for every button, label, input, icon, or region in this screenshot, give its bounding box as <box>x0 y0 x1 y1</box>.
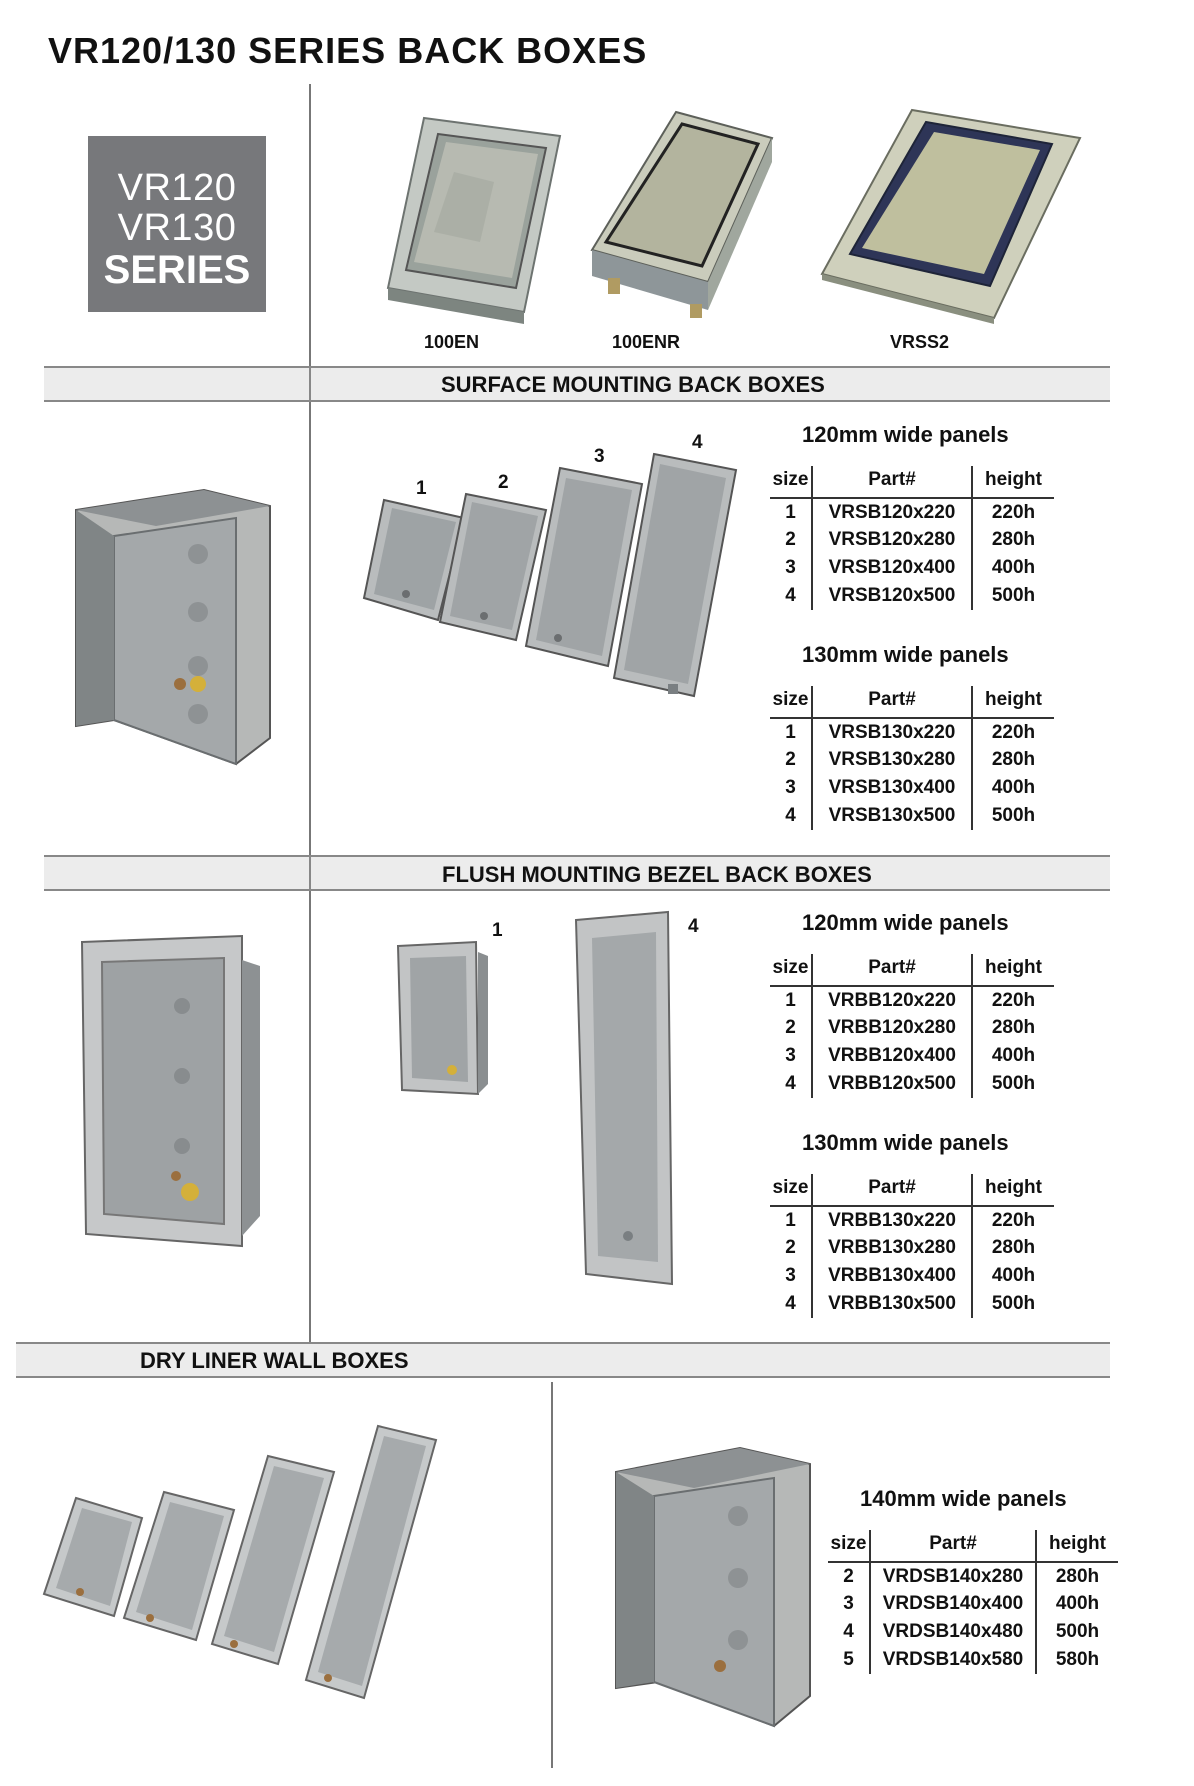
flush-130-table-title: 130mm wide panels <box>802 1130 1009 1155</box>
table-row: 1 VRSB120x220 220h <box>770 498 1054 526</box>
table-header-part: Part# <box>812 466 972 498</box>
band-divider <box>309 368 311 400</box>
table-header-height: height <box>972 466 1054 498</box>
product-vrss2-image <box>820 108 1082 324</box>
flush-box-4-image <box>576 912 674 1286</box>
dry-box-large-image <box>614 1446 816 1728</box>
table-header-size: size <box>770 954 812 986</box>
page-title: VR120/130 SERIES BACK BOXES <box>48 30 648 71</box>
table-row: 1 VRBB120x220 220h <box>770 986 1054 1014</box>
surface-120-parts-table <box>770 466 1054 610</box>
table-row: 1 VRSB130x220 220h <box>770 718 1054 746</box>
table-header-height: height <box>1036 1530 1118 1562</box>
flush-box-number-4: 4 <box>688 916 699 937</box>
logo-line-3: SERIES <box>103 248 251 292</box>
surface-box-number-2: 2 <box>498 472 509 493</box>
table-row: 3 VRBB130x400 400h <box>770 1262 1054 1290</box>
flush-box-number-1: 1 <box>492 920 503 941</box>
table-row: 4 VRBB130x500 500h <box>770 1290 1054 1318</box>
table-row: 3 VRBB120x400 400h <box>770 1042 1054 1070</box>
divider-top <box>309 84 311 857</box>
table-header-height: height <box>972 686 1054 718</box>
table-header-part: Part# <box>870 1530 1036 1562</box>
product-100enr-image <box>590 110 774 320</box>
table-row: 3 VRSB120x400 400h <box>770 554 1054 582</box>
divider-bottom <box>551 1382 553 1768</box>
table-header-size: size <box>770 466 812 498</box>
product-100en-image <box>384 112 564 322</box>
flush-box-1-image <box>398 942 488 1098</box>
table-row: 3 VRDSB140x400 400h <box>828 1590 1118 1618</box>
dry-140-table-title: 140mm wide panels <box>860 1486 1067 1511</box>
band-divider <box>309 857 311 889</box>
flush-130-parts-table <box>770 1174 1054 1318</box>
logo-line-2: VR130 <box>117 207 237 249</box>
surface-130-table-title: 130mm wide panels <box>802 642 1009 667</box>
table-row: 2 VRSB130x280 280h <box>770 746 1054 774</box>
dry-heading: DRY LINER WALL BOXES <box>140 1348 409 1373</box>
table-row: 3 VRSB130x400 400h <box>770 774 1054 802</box>
surface-box-number-1: 1 <box>416 478 427 499</box>
table-header-part: Part# <box>812 1174 972 1206</box>
table-header-size: size <box>770 686 812 718</box>
surface-box-4-image <box>614 452 738 698</box>
table-row: 2 VRBB120x280 280h <box>770 1014 1054 1042</box>
table-row: 5 VRDSB140x580 580h <box>828 1646 1118 1674</box>
table-row: 4 VRSB130x500 500h <box>770 802 1054 830</box>
logo-line-1: VR120 <box>117 167 237 209</box>
table-row: 4 VRSB120x500 500h <box>770 582 1054 610</box>
surface-120-table-title: 120mm wide panels <box>802 422 1009 447</box>
dry-box-4-image <box>306 1424 438 1700</box>
flush-heading: FLUSH MOUNTING BEZEL BACK BOXES <box>442 862 872 887</box>
surface-heading: SURFACE MOUNTING BACK BOXES <box>441 372 825 397</box>
flush-120-parts-table <box>770 954 1054 1098</box>
surface-box-number-4: 4 <box>692 432 703 453</box>
product-vrss2-label: VRSS2 <box>890 332 950 352</box>
flush-box-large-image <box>82 936 262 1248</box>
surface-box-large-image <box>70 488 276 766</box>
divider-middle <box>309 891 311 1343</box>
surface-box-number-3: 3 <box>594 446 605 467</box>
table-row: 4 VRBB120x500 500h <box>770 1070 1054 1098</box>
table-row: 4 VRDSB140x480 500h <box>828 1618 1118 1646</box>
table-header-height: height <box>972 1174 1054 1206</box>
table-header-size: size <box>770 1174 812 1206</box>
surface-130-parts-table <box>770 686 1054 830</box>
product-100en-label: 100EN <box>424 332 480 352</box>
table-row: 2 VRSB120x280 280h <box>770 526 1054 554</box>
table-row: 2 VRBB130x280 280h <box>770 1234 1054 1262</box>
dry-140-parts-table <box>828 1530 1118 1674</box>
table-header-part: Part# <box>812 954 972 986</box>
table-header-height: height <box>972 954 1054 986</box>
flush-120-table-title: 120mm wide panels <box>802 910 1009 935</box>
table-header-part: Part# <box>812 686 972 718</box>
table-row: 1 VRBB130x220 220h <box>770 1206 1054 1234</box>
series-logo <box>88 136 266 312</box>
table-header-size: size <box>828 1530 870 1562</box>
table-row: 2 VRDSB140x280 280h <box>828 1562 1118 1590</box>
product-100enr-label: 100ENR <box>612 332 681 352</box>
